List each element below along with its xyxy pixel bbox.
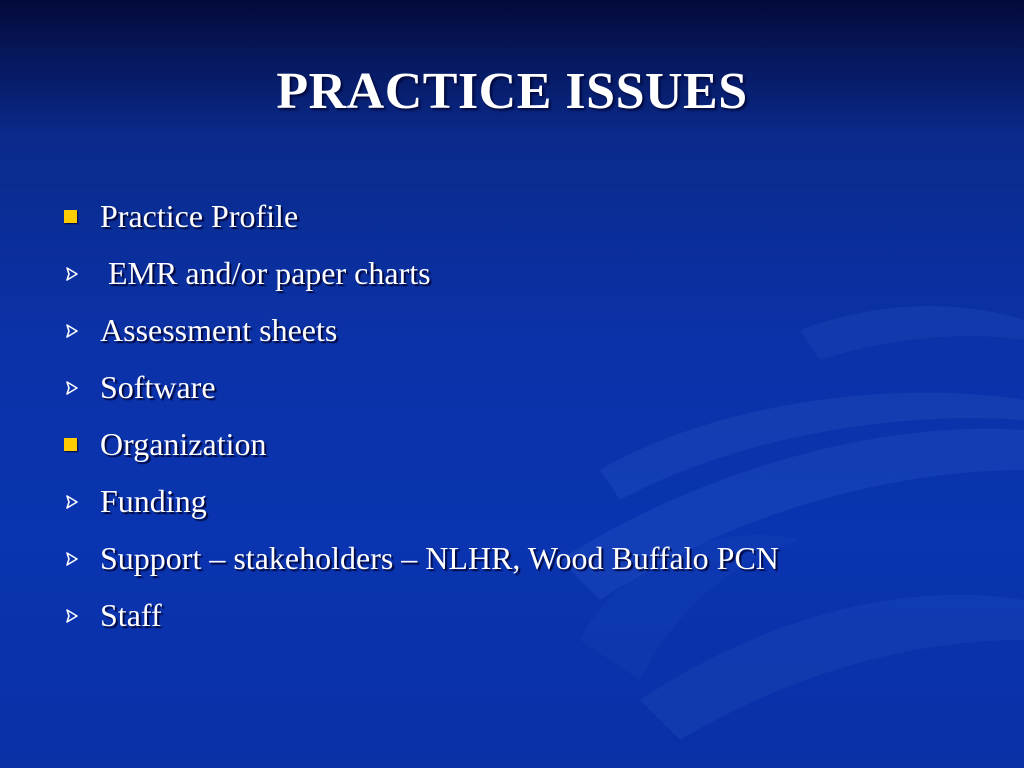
slide-title: PRACTICE ISSUES: [276, 63, 748, 120]
arrow-bullet-icon: [64, 608, 80, 624]
bullet-text: Organization: [100, 426, 267, 462]
bullet-item-staff: [60, 587, 1000, 644]
bullet-item-practice-profile: [60, 188, 1000, 245]
arrow-bullet-icon: [64, 323, 80, 339]
bullet-item-software: [60, 359, 1000, 416]
arrow-bullet-icon: [64, 266, 80, 282]
bullet-item-assessment-sheets: [60, 302, 1000, 359]
bullet-item-emr: [60, 245, 1000, 302]
bullet-text: Assessment sheets: [100, 312, 338, 348]
bullet-text: Funding: [100, 483, 207, 519]
bullet-text: Practice Profile: [100, 198, 299, 234]
square-bullet-icon: [64, 210, 77, 223]
bullet-text: Support – stakeholders – NLHR, Wood Buffalo PCN: [100, 540, 779, 576]
arrow-bullet-icon: [64, 494, 80, 510]
arrow-bullet-icon: [64, 551, 80, 567]
square-bullet-icon: [64, 438, 77, 451]
bullet-text: Software: [100, 369, 216, 405]
arrow-bullet-icon: [64, 380, 80, 396]
bullet-item-support: [60, 530, 1000, 587]
bullet-item-organization: [60, 416, 1000, 473]
bullet-text: EMR and/or paper charts: [100, 255, 431, 291]
bullet-list: [60, 188, 1000, 644]
bullet-text: Staff: [100, 597, 162, 633]
bullet-item-funding: [60, 473, 1000, 530]
